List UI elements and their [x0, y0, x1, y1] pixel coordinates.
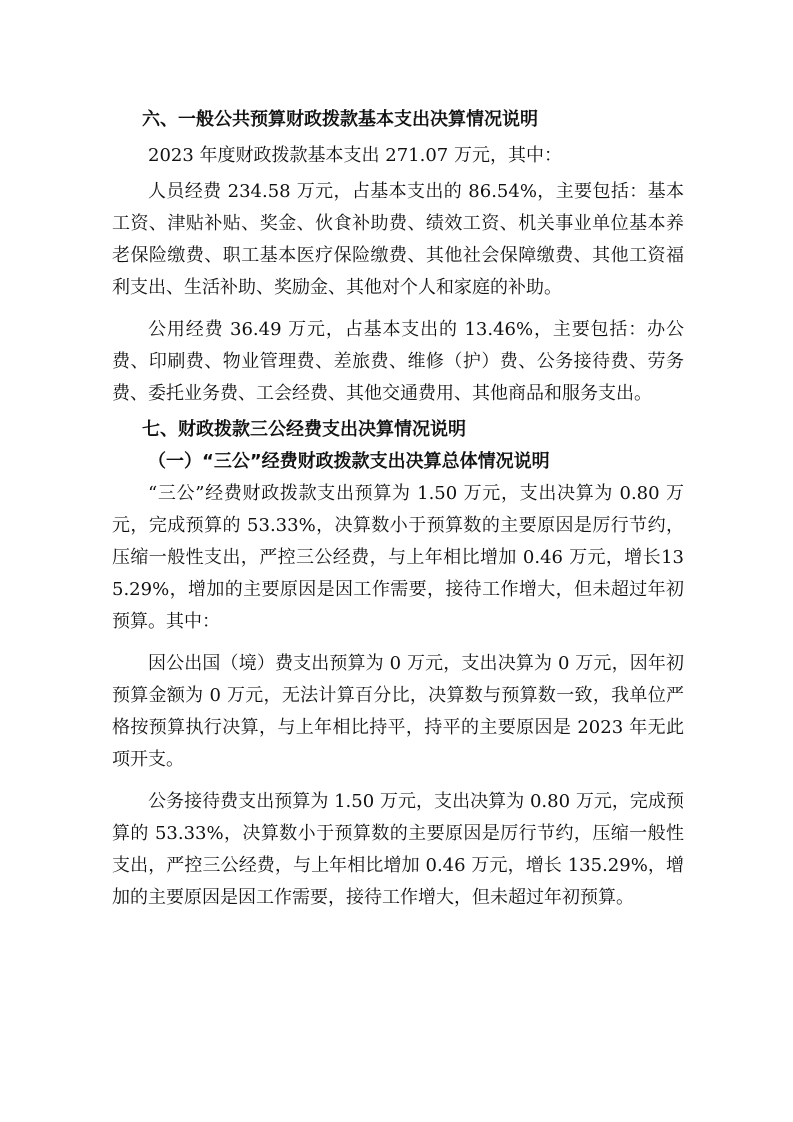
section-7-sub-heading: （一）“三公”经费财政拨款支出决算总体情况说明	[148, 451, 550, 472]
section-7-paragraph-overseas: 因公出国（境）费支出预算为 0 万元，支出决算为 0 万元，因年初预算金额为 0 万元，无法计算百分比，决算数与预算数一致，我单位严格按预算执行决算，与上年相比持平，持平的主要原因是 2023 年无此项开支。	[112, 653, 684, 770]
section-6-heading: 六、一般公共预算财政拨款基本支出决算情况说明	[142, 109, 538, 130]
section-7-paragraph-reception: 公务接待费支出预算为 1.50 万元，支出决算为 0.80 万元，完成预算的 53.33%，决算数小于预算数的主要原因是厉行节约，压缩一般性支出，严控三公经费，与上年相比增加 0.46 万元，增长 135.29%，增加的主要原因是因工作需要，接待工作增大，但未超过年初预算。	[112, 791, 684, 908]
section-7-heading: 七、财政拨款三公经费支出决算情况说明	[142, 419, 466, 440]
spacer	[112, 776, 684, 786]
section-6-paragraph-total: 2023 年度财政拨款基本支出 271.07 万元，其中：	[148, 145, 562, 166]
spacer	[112, 638, 684, 648]
spacer	[112, 304, 684, 314]
section-6-paragraph-personnel: 人员经费 234.58 万元，占基本支出的 86.54%，主要包括：基本工资、津贴补贴、奖金、伙食补助费、绩效工资、机关事业单位基本养老保险缴费、职工基本医疗保险缴费、其他社会保障缴费、其他工资福利支出、生活补助、奖励金、其他对个人和家庭的补助。	[112, 181, 684, 298]
document-body	[112, 104, 684, 914]
section-6-paragraph-public-funds: 公用经费 36.49 万元，占基本支出的 13.46%，主要包括：办公费、印刷费、物业管理费、差旅费、维修（护）费、公务接待费、劳务费、委托业务费、工会经费、其他交通费用、其他商品和服务支出。	[112, 319, 684, 404]
section-7-paragraph-overall: “三公”经费财政拨款支出预算为 1.50 万元，支出决算为 0.80 万元，完成预算的 53.33%，决算数小于预算数的主要原因是厉行节约，压缩一般性支出，严控三公经费，与上年相比增加 0.46 万元，增长135.29%，增加的主要原因是因工作需要，接待工作增大，但未超过年初预算。其中：	[112, 483, 684, 632]
